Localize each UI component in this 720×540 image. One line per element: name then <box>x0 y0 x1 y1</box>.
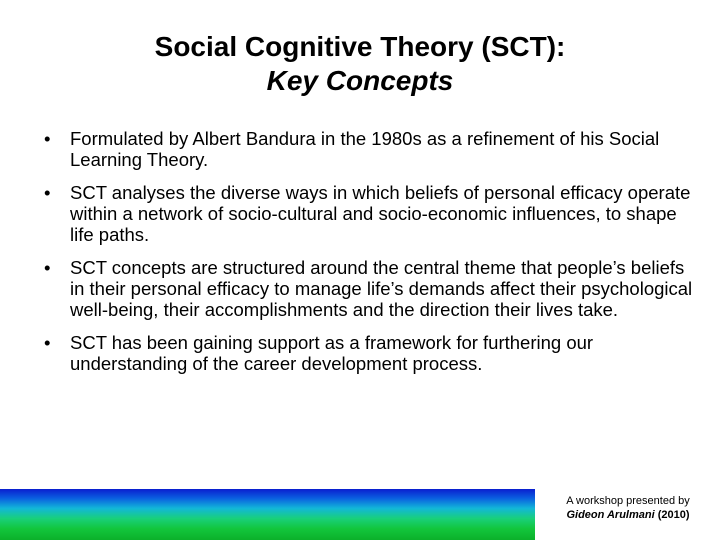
bullet-dot-icon: • <box>44 182 51 203</box>
credit-author <box>540 508 716 522</box>
author-name: Gideon Arulmani <box>566 509 655 521</box>
title-line-1: Social Cognitive Theory (SCT): <box>154 31 566 62</box>
bullet-dot-icon: • <box>44 257 51 278</box>
bullet-dot-icon: • <box>44 332 51 353</box>
bullet-item <box>44 332 694 374</box>
bullet-item <box>44 257 694 320</box>
bullet-text: SCT concepts are structured around the central theme that people’s beliefs in their personal efficacy to manage life’s demands affect their psychological well-being, their accomplishments and the direction their lives take. <box>70 257 693 320</box>
title-line-2: Key Concepts <box>266 65 454 96</box>
footer-credit <box>540 494 716 522</box>
credit-line: A workshop presented by <box>566 495 690 507</box>
footer-gradient-bar <box>0 489 535 540</box>
bullet-text: SCT has been gaining support as a framework for furthering our understanding of the career development process. <box>70 332 594 374</box>
slide-title <box>0 30 720 98</box>
bullet-dot-icon: • <box>44 128 51 149</box>
bullet-item <box>44 128 694 170</box>
bullet-text: SCT analyses the diverse ways in which beliefs of personal efficacy operate within a network of socio-cultural and socio-economic influences, to shape life paths. <box>70 182 691 245</box>
bullet-text: Formulated by Albert Bandura in the 1980s as a refinement of his Social Learning Theory. <box>70 128 660 170</box>
bullet-item <box>44 182 694 245</box>
author-year: (2010) <box>654 509 690 521</box>
bullet-list <box>44 128 694 386</box>
